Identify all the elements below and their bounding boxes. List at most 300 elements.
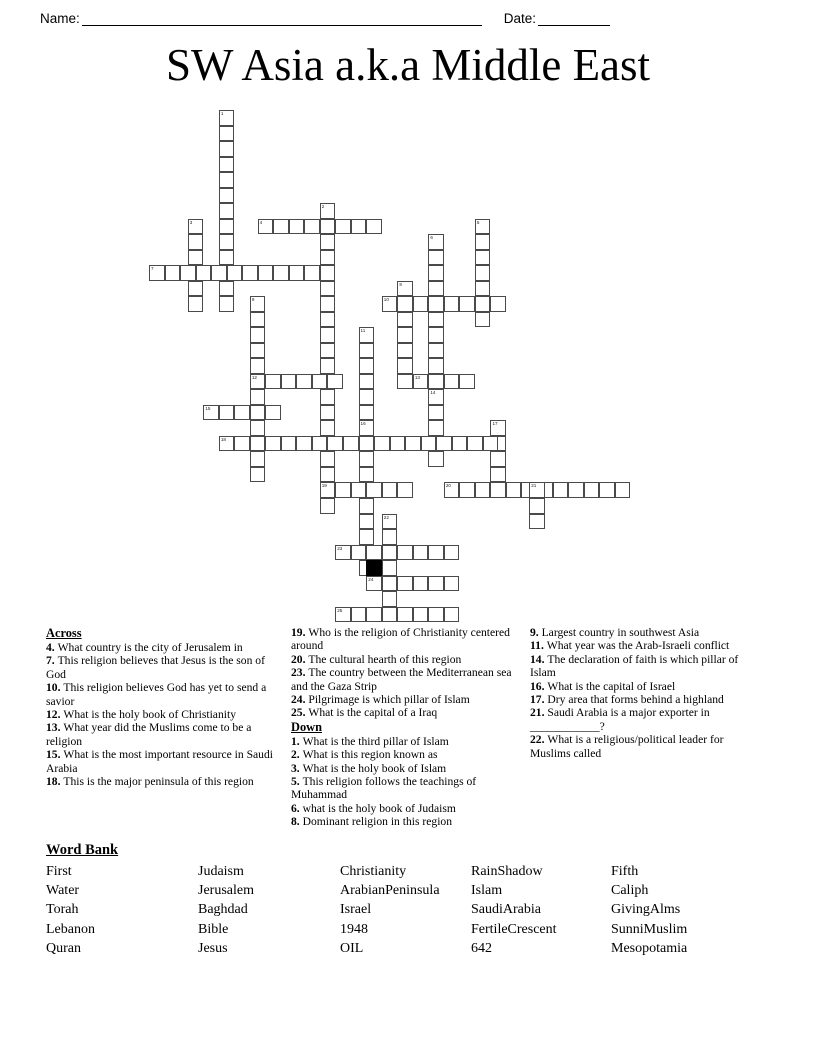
grid-cell[interactable] [320,420,336,436]
word-bank-item: Judaism [198,864,244,879]
grid-cell[interactable] [320,405,336,421]
grid-cell[interactable] [366,545,382,561]
grid-cell[interactable] [320,250,336,266]
grid-cell[interactable] [265,436,281,452]
clue-number: 20. [291,652,309,666]
clue-down-21 [530,706,762,733]
grid-cell[interactable] [397,281,413,297]
grid-clue-number: 17 [492,421,498,427]
grid-clue-number: 8 [399,281,402,287]
grid-cell[interactable] [188,234,204,250]
grid-cell[interactable] [529,514,545,530]
grid-cell[interactable] [490,296,506,312]
grid-cell[interactable] [320,343,336,359]
clue-number: 15. [46,748,64,762]
grid-cell[interactable] [467,436,483,452]
grid-cell[interactable] [250,451,266,467]
grid-cell[interactable] [219,296,235,312]
word-bank-item: Lebanon [46,921,95,937]
grid-cell[interactable] [250,467,266,483]
grid-cell[interactable] [444,482,460,498]
grid-cell[interactable] [296,436,312,452]
word-bank-item: Mesopotamia [611,940,688,956]
grid-cell[interactable] [428,405,444,421]
word-bank-item: FertileCrescent [471,921,557,937]
grid-cell[interactable] [428,374,444,390]
name-label: Name: [40,11,80,26]
grid-cell[interactable] [475,482,491,498]
grid-clue-number: 19 [321,483,327,489]
grid-cell[interactable] [250,405,266,421]
grid-cell[interactable] [413,607,429,623]
grid-cell[interactable] [382,529,398,545]
clue-number: 7. [46,654,58,668]
clue-across-13 [46,721,284,748]
grid-clue-number: 6 [430,235,433,241]
grid-cell[interactable] [227,265,243,281]
clue-text: This is the major peninsula of this region [63,775,254,789]
grid-cell[interactable] [359,498,375,514]
grid-cell[interactable] [320,482,336,498]
grid-cell[interactable] [359,343,375,359]
grid-clue-number: 13 [414,374,420,380]
clue-number: 17. [530,693,548,707]
grid-clue-number: 25 [337,607,343,613]
clue-text: The country between the Mediterranean sea and the Gaza Strip [291,666,512,693]
clue-number: 11. [530,639,547,653]
clue-text: What country is the city of Jerusalem in [57,641,243,654]
clue-number: 9. [530,626,542,639]
word-bank [46,841,776,958]
grid-cell[interactable] [615,482,631,498]
grid-cell[interactable] [428,389,444,405]
grid-clue-number: 11 [360,328,366,334]
grid-clue-number: 4 [259,219,263,225]
clue-text: What is a religious/political leader for Muslims called [530,733,724,760]
grid-cell[interactable] [382,514,398,530]
grid-cell[interactable] [335,607,351,623]
grid-cell[interactable] [436,436,452,452]
grid-cell[interactable] [475,296,491,312]
grid-cell[interactable] [219,281,235,297]
grid-cell[interactable] [219,219,235,235]
grid-cell[interactable] [428,296,444,312]
grid-cell[interactable] [359,358,375,374]
clue-number: 19. [291,626,309,639]
grid-cell[interactable] [320,451,336,467]
word-bank-item: Baghdad [198,902,248,918]
clue-text: What is the capital of Israel [547,679,676,693]
grid-cell[interactable] [444,545,460,561]
grid-clue-number: 24 [368,576,374,582]
grid-cell[interactable] [219,126,235,142]
grid-cell[interactable] [428,312,444,328]
grid-cell[interactable] [397,482,413,498]
grid-cell[interactable] [343,436,359,452]
word-bank-item: Jesus [198,940,228,956]
word-bank-item: 642 [471,940,492,956]
grid-cell[interactable] [359,436,375,452]
grid-cell[interactable] [490,451,506,467]
clue-down-11 [530,639,762,652]
grid-cell[interactable] [180,265,196,281]
grid-cell[interactable] [335,219,351,235]
grid-cell[interactable] [382,482,398,498]
clue-number: 5. [291,775,303,789]
grid-cell[interactable] [568,482,584,498]
grid-cell[interactable] [320,358,336,374]
grid-cell[interactable] [327,436,343,452]
clue-down-2 [291,748,517,761]
grid-cell[interactable] [219,157,235,173]
grid-cell[interactable] [219,203,235,219]
clue-text: Saudi Arabia is a major exporter in ____________? [530,706,710,733]
grid-cell[interactable] [374,436,390,452]
clue-number: 12. [46,708,64,722]
grid-cell[interactable] [490,482,506,498]
clue-number: 18. [46,775,64,789]
clue-text: What is this region known as [302,748,438,762]
grid-cell[interactable] [188,281,204,297]
grid-cell[interactable] [258,219,274,235]
grid-cell[interactable] [359,420,375,436]
grid-cell[interactable] [428,358,444,374]
grid-cell[interactable] [359,405,375,421]
grid-cell[interactable] [250,312,266,328]
word-bank-item: SunniMuslim [611,921,688,937]
grid-cell[interactable] [219,234,235,250]
word-bank-item: Islam [471,883,503,899]
clue-text: Who is the religion of Christianity centered around [291,626,510,653]
grid-cell[interactable] [219,141,235,157]
clue-lists [0,626,816,836]
grid-cell[interactable] [165,265,181,281]
clue-across-25 [291,706,517,719]
clue-column-3 [530,626,762,760]
grid-cell[interactable] [359,514,375,530]
grid-cell[interactable] [281,374,297,390]
clue-number: 1. [291,734,303,748]
grid-cell[interactable] [444,576,460,592]
grid-cell[interactable] [250,420,266,436]
grid-cell[interactable] [475,234,491,250]
grid-cell[interactable] [219,110,235,126]
grid-cell[interactable] [397,327,413,343]
grid-cell[interactable] [250,343,266,359]
grid-clue-number: 15 [205,405,211,411]
grid-cell[interactable] [529,482,545,498]
clue-number: 14. [530,652,548,666]
grid-cell[interactable] [382,545,398,561]
down-heading: Down [291,719,322,734]
grid-cell[interactable] [320,234,336,250]
grid-cell[interactable] [289,265,305,281]
grid-cell[interactable] [265,374,281,390]
grid-cell[interactable] [428,607,444,623]
grid-cell[interactable] [475,265,491,281]
grid-cell[interactable] [250,374,266,390]
grid-clue-number: 5 [476,219,480,225]
grid-cell[interactable] [475,281,491,297]
clue-number: 24. [291,693,309,707]
grid-cell[interactable] [475,219,491,235]
grid-cell[interactable] [304,265,320,281]
clue-down-1 [291,735,517,748]
grid-cell[interactable] [444,296,460,312]
grid-cell[interactable] [428,451,444,467]
clue-number: 2. [291,748,303,762]
grid-cell[interactable] [413,296,429,312]
grid-cell[interactable] [273,219,289,235]
clue-number: 22. [530,733,548,747]
grid-cell[interactable] [366,219,382,235]
grid-cell[interactable] [203,405,219,421]
grid-cell[interactable] [459,482,475,498]
clue-number: 25. [291,706,309,720]
grid-cell[interactable] [475,250,491,266]
grid-cell[interactable] [351,607,367,623]
word-bank-item: Christianity [340,864,407,879]
grid-cell[interactable] [219,188,235,204]
grid-cell[interactable] [234,436,250,452]
grid-cell[interactable] [421,436,437,452]
grid-cell[interactable] [327,374,343,390]
grid-cell[interactable] [553,482,569,498]
grid-cell[interactable] [335,545,351,561]
grid-cell-blocked [366,560,382,576]
grid-cell[interactable] [312,436,328,452]
grid-cell[interactable] [250,436,266,452]
grid-clue-number: 16 [360,421,366,427]
grid-cell[interactable] [320,327,336,343]
word-bank-item: GivingAlms [611,902,681,918]
grid-cell[interactable] [320,296,336,312]
clue-text: Dominant religion in this region [302,815,453,829]
grid-cell[interactable] [382,576,398,592]
clue-number: 8. [291,815,303,829]
grid-clue-number: 12 [251,374,257,380]
clue-across-20 [291,653,517,666]
grid-cell[interactable] [483,436,499,452]
grid-cell[interactable] [320,265,336,281]
grid-cell[interactable] [444,374,460,390]
grid-cell[interactable] [289,219,305,235]
word-bank-grid [46,862,776,958]
word-bank-item: ArabianPeninsula [340,883,440,899]
word-bank-item: Quran [46,940,81,956]
clue-text: Dry area that forms behind a highland [547,693,724,707]
grid-cell[interactable] [219,172,235,188]
clue-across-10 [46,681,284,708]
grid-cell[interactable] [196,265,212,281]
word-bank-heading: Word Bank [46,842,119,858]
grid-cell[interactable] [382,560,398,576]
grid-cell[interactable] [428,234,444,250]
grid-cell[interactable] [188,219,204,235]
grid-cell[interactable] [312,374,328,390]
grid-cell[interactable] [273,265,289,281]
date-label: Date: [503,11,537,26]
word-bank-item: Fifth [611,864,639,879]
grid-cell[interactable] [397,545,413,561]
grid-cell[interactable] [459,296,475,312]
word-bank-item: Israel [340,902,372,918]
clue-text: The declaration of faith is which pillar of Islam [530,652,739,680]
grid-cell[interactable] [397,343,413,359]
clue-number: 23. [291,666,309,680]
grid-cell[interactable] [475,312,491,328]
grid-cell[interactable] [188,296,204,312]
clue-text: what is the holy book of Judaism [302,801,456,815]
clue-text: Pilgrimage is which pillar of Islam [308,693,470,707]
grid-cell[interactable] [444,607,460,623]
grid-cell[interactable] [335,482,351,498]
grid-clue-number: 14 [430,390,436,396]
grid-clue-number: 3 [189,219,193,225]
grid-clue-number: 21 [531,483,537,489]
grid-cell[interactable] [459,374,475,390]
clue-down-8 [291,815,517,828]
word-bank-item: Water [46,883,80,899]
grid-cell[interactable] [359,467,375,483]
grid-clue-number: 20 [445,483,451,489]
grid-clue-number: 22 [383,514,389,520]
clue-number: 16. [530,679,548,693]
grid-clue-number: 1 [220,111,224,116]
clue-number: 10. [46,681,64,695]
word-bank-item: Torah [46,902,79,918]
grid-cell[interactable] [428,343,444,359]
grid-cell[interactable] [366,576,382,592]
grid-cell[interactable] [320,389,336,405]
grid-cell[interactable] [452,436,468,452]
grid-cell[interactable] [428,281,444,297]
grid-cell[interactable] [250,358,266,374]
clue-down-5 [291,775,517,802]
grid-clue-number: 23 [337,545,343,551]
clue-across-7 [46,654,284,681]
clue-down-9 [530,626,762,639]
clue-number: 13. [46,721,64,735]
grid-cell[interactable] [428,327,444,343]
grid-cell[interactable] [413,374,429,390]
grid-cell[interactable] [413,576,429,592]
grid-cell[interactable] [490,467,506,483]
grid-cell[interactable] [320,203,336,219]
grid-cell[interactable] [366,607,382,623]
grid-clue-number: 2 [321,204,325,210]
page-title: SW Asia a.k.a Middle East [165,40,651,90]
clue-number: 6. [291,801,303,815]
grid-cell[interactable] [304,219,320,235]
grid-cell[interactable] [250,327,266,343]
clue-text: What is the third pillar of Islam [302,734,449,748]
clue-across-4 [46,641,284,654]
clue-down-16 [530,680,762,693]
grid-cell[interactable] [397,312,413,328]
grid-cell[interactable] [296,374,312,390]
clue-text: What year was the Arab-Israeli conflict [546,639,730,653]
grid-cell[interactable] [382,296,398,312]
grid-cell[interactable] [413,545,429,561]
grid-cell[interactable] [320,312,336,328]
grid-cell[interactable] [390,436,406,452]
grid-cell[interactable] [359,529,375,545]
grid-cell[interactable] [351,482,367,498]
grid-cell[interactable] [490,420,506,436]
clue-down-17 [530,693,762,706]
grid-cell[interactable] [258,265,274,281]
grid-cell[interactable] [382,607,398,623]
grid-cell[interactable] [265,405,281,421]
grid-cell[interactable] [366,482,382,498]
grid-cell[interactable] [320,219,336,235]
grid-cell[interactable] [397,374,413,390]
grid-cell[interactable] [382,591,398,607]
grid-cell[interactable] [188,250,204,266]
grid-cell[interactable] [428,250,444,266]
clue-text: This religion believes God has yet to send a savior [46,681,267,708]
grid-cell[interactable] [219,405,235,421]
grid-cell[interactable] [320,498,336,514]
grid-cell[interactable] [397,576,413,592]
grid-cell[interactable] [397,607,413,623]
grid-cell[interactable] [351,219,367,235]
clue-text: What year did the Muslims come to be a religion [46,721,252,748]
grid-cell[interactable] [599,482,615,498]
grid-cell[interactable] [359,374,375,390]
clue-down-3 [291,762,517,775]
word-bank-item: Caliph [611,883,649,899]
clue-text: What is the most important resource in Saudi Arabia [46,748,274,775]
grid-cell[interactable] [250,389,266,405]
grid-cell[interactable] [428,576,444,592]
grid-cell[interactable] [397,358,413,374]
grid-clue-number: 9 [251,297,255,303]
grid-cell[interactable] [359,327,375,343]
grid-cell[interactable] [351,545,367,561]
grid-cell[interactable] [219,250,235,266]
grid-cell[interactable] [428,545,444,561]
grid-cell[interactable] [320,467,336,483]
grid-cell[interactable] [211,265,227,281]
grid-cell[interactable] [428,420,444,436]
clue-down-22 [530,733,762,760]
grid-cell[interactable] [149,265,165,281]
grid-cell[interactable] [320,281,336,297]
clue-across-23 [291,666,517,693]
grid-cell[interactable] [405,436,421,452]
clue-across-12 [46,708,284,721]
word-bank-item: Jerusalem [198,883,254,899]
grid-clue-number: 18 [220,436,226,442]
grid-cell[interactable] [242,265,258,281]
grid-cell[interactable] [506,482,522,498]
grid-cell[interactable] [234,405,250,421]
grid-cell[interactable] [219,436,235,452]
grid-cell[interactable] [428,265,444,281]
grid-cell[interactable] [529,498,545,514]
clue-text: This religion believes that Jesus is the son of God [46,654,265,681]
grid-cell[interactable] [281,436,297,452]
grid-cell[interactable] [250,296,266,312]
grid-cell[interactable] [397,296,413,312]
word-bank-item: RainShadow [471,864,543,879]
grid-cell[interactable] [359,389,375,405]
clue-number: 4. [46,641,58,654]
grid-cell[interactable] [359,451,375,467]
grid-cell[interactable] [584,482,600,498]
